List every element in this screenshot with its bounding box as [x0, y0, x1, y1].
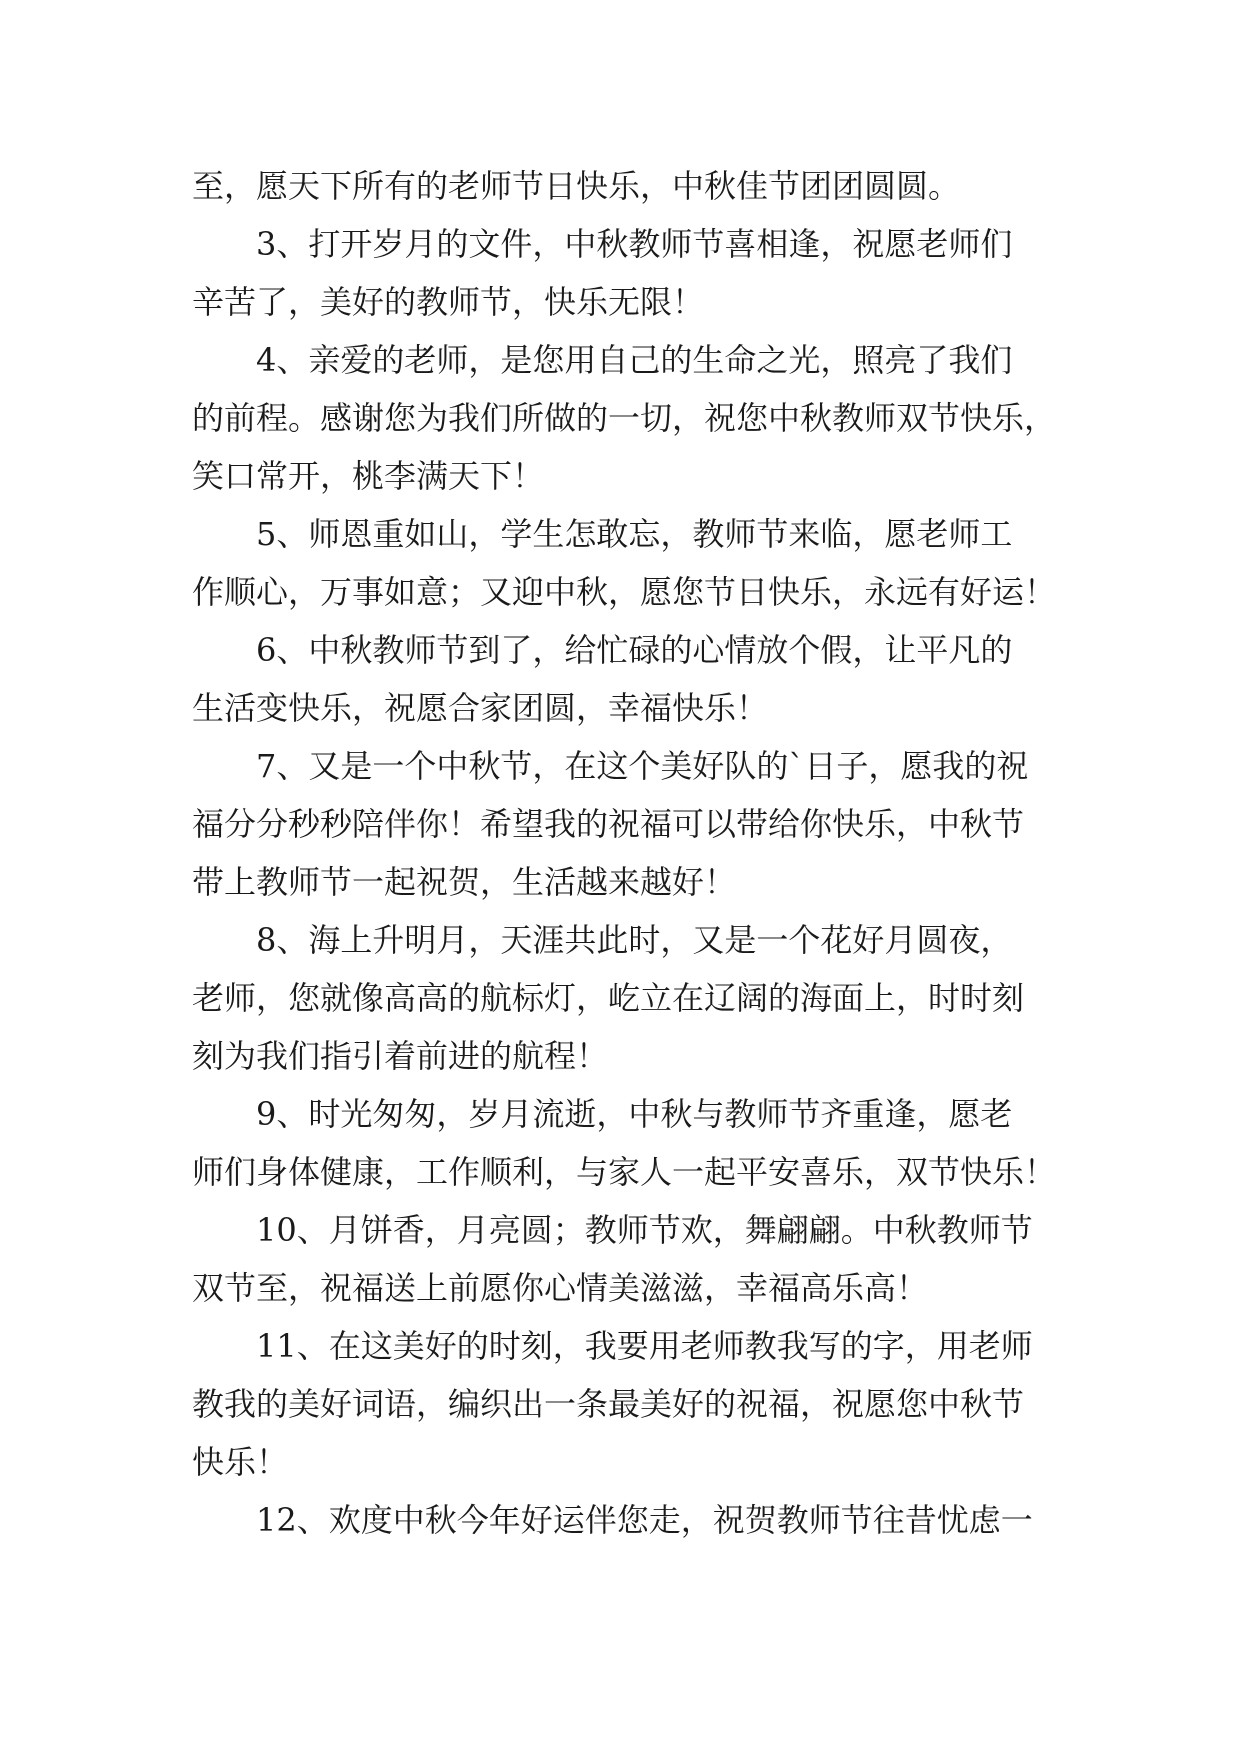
- paragraph-10-line-1: 10、月饼香，月亮圆；教师节欢，舞翩翩。中秋教师节: [256, 1211, 1033, 1249]
- text-line: 刻为我们指引着前进的航程！: [192, 1037, 609, 1075]
- text-line: 双节至，祝福送上前愿你心情美滋滋，幸福高乐高！: [192, 1269, 929, 1307]
- text-line: 教我的美好词语，编织出一条最美好的祝福，祝愿您中秋节: [192, 1385, 1025, 1423]
- paragraph-12-line-1: 12、欢度中秋今年好运伴您走，祝贺教师节往昔忧虑一: [256, 1501, 1033, 1539]
- paragraph-3-line-1: 3、打开岁月的文件，中秋教师节喜相逢，祝愿老师们: [256, 225, 1013, 263]
- text-line: 带上教师节一起祝贺，生活越来越好！: [192, 863, 737, 901]
- text-line: 至，愿天下所有的老师节日快乐，中秋佳节团团圆圆。: [192, 167, 961, 205]
- paragraph-11-line-1: 11、在这美好的时刻，我要用老师教我写的字，用老师: [256, 1327, 1033, 1365]
- text-line: 快乐！: [192, 1443, 289, 1481]
- paragraph-5-line-1: 5、师恩重如山，学生怎敢忘，教师节来临，愿老师工: [256, 515, 1013, 553]
- text-line: 作顺心，万事如意；又迎中秋，愿您节日快乐，永远有好运！: [192, 573, 1057, 611]
- text-line: 福分分秒秒陪伴你！希望我的祝福可以带给你快乐，中秋节: [192, 805, 1025, 843]
- text-line: 生活变快乐，祝愿合家团圆，幸福快乐！: [192, 689, 769, 727]
- text-line: 辛苦了，美好的教师节，快乐无限！: [192, 283, 705, 321]
- paragraph-4-line-1: 4、亲爱的老师，是您用自己的生命之光，照亮了我们: [256, 341, 1013, 379]
- text-line: 的前程。感谢您为我们所做的一切，祝您中秋教师双节快乐，: [192, 399, 1057, 437]
- paragraph-8-line-1: 8、海上升明月，天涯共此时，又是一个花好月圆夜，: [256, 921, 1013, 959]
- paragraph-9-line-1: 9、时光匆匆，岁月流逝，中秋与教师节齐重逢，愿老: [256, 1095, 1013, 1133]
- text-line: 笑口常开，桃李满天下！: [192, 457, 545, 495]
- paragraph-6-line-1: 6、中秋教师节到了，给忙碌的心情放个假，让平凡的: [256, 631, 1013, 669]
- text-line: 师们身体健康，工作顺利，与家人一起平安喜乐，双节快乐！: [192, 1153, 1057, 1191]
- text-line: 老师，您就像高高的航标灯，屹立在辽阔的海面上，时时刻: [192, 979, 1025, 1017]
- paragraph-7-line-1: 7、又是一个中秋节，在这个美好队的`日子，愿我的祝: [256, 747, 1029, 785]
